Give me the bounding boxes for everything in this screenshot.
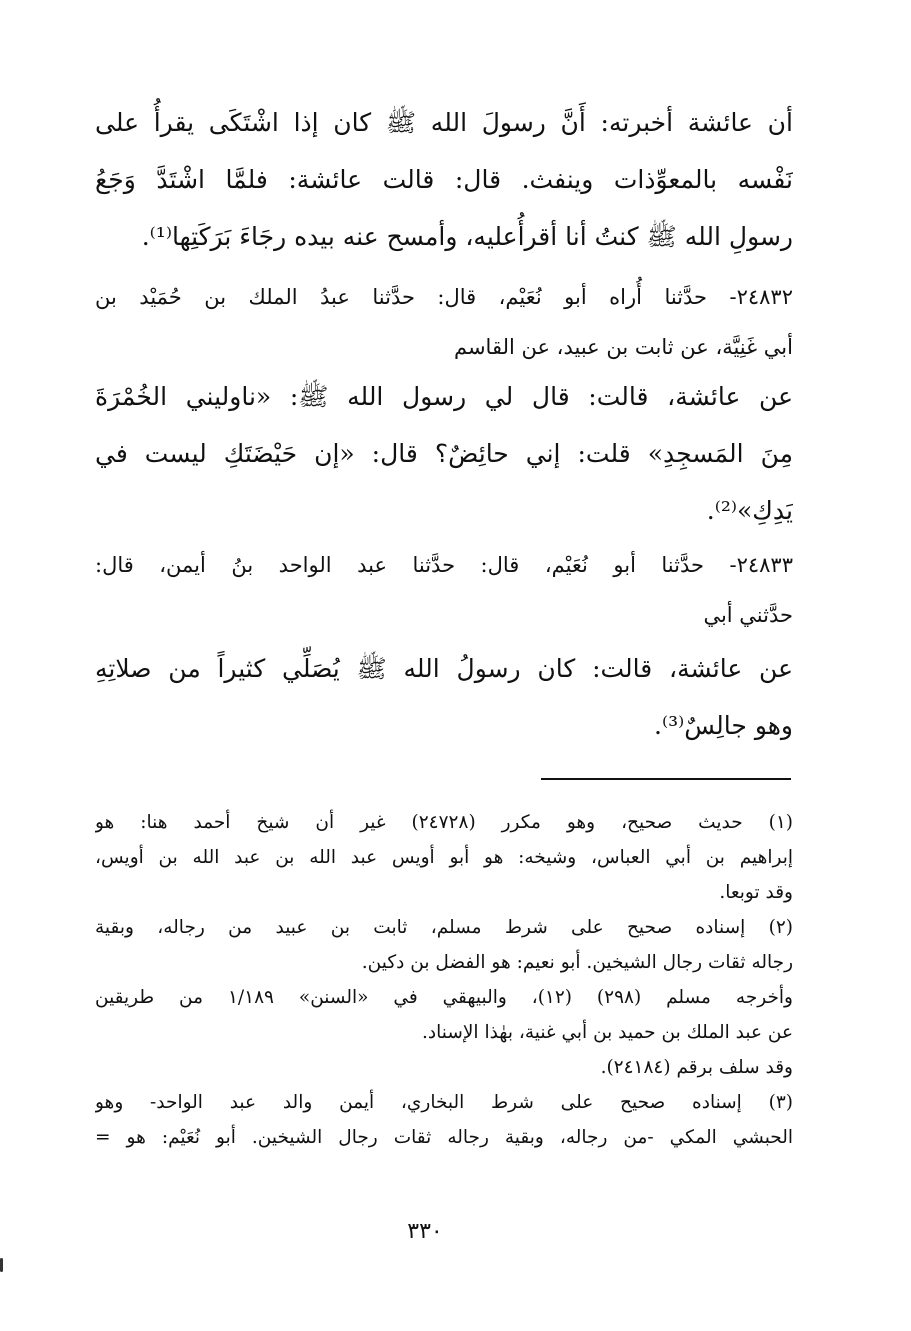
text-line: مِنَ المَسجِدِ» قلت: إني حائِضٌ؟ قال: «إن حَيْضَتَكِ ليست في xyxy=(95,439,793,468)
text-line: يَدِكِ»⁽²⁾. xyxy=(706,496,793,525)
text-line: عن عائشة، قالت: قال لي رسول الله ﷺ: «ناوليني الخُمْرَةَ xyxy=(95,382,793,411)
page-number: ٣٣٠ xyxy=(407,1219,443,1244)
footnote-line: (٢) إسناده صحيح على شرط مسلم، ثابت بن عبيد من رجاله، وبقية xyxy=(95,917,793,938)
footnote-line: (١) حديث صحيح، وهو مكرر (٢٤٧٢٨) غير أن شيخ أحمد هنا: هو xyxy=(95,812,793,833)
isnad-line: أبي غَنِيَّة، عن ثابت بن عبيد، عن القاسم xyxy=(453,335,793,359)
hadith-24832-isnad xyxy=(95,272,793,372)
scan-edge-mark xyxy=(0,1258,3,1272)
text-line: عن عائشة، قالت: كان رسولُ الله ﷺ يُصَلِّي كثيراً من صلاتِهِ xyxy=(95,654,793,683)
footnote-line: الحبشي المكي -من رجاله، وبقية رجاله ثقات رجال الشيخين. أبو نُعَيْم: هو = xyxy=(95,1127,793,1148)
hadith-24833-matn xyxy=(95,640,793,754)
footnotes xyxy=(95,805,793,1155)
text-line: رسولِ الله ﷺ كنتُ أنا أقرأُعليه، وأمسح عنه بيده رجَاءَ بَرَكَتِها⁽¹⁾. xyxy=(141,222,793,251)
text-line: أن عائشة أخبرته: أَنَّ رسولَ الله ﷺ كان إذا اشْتَكَى يقرأُ على xyxy=(95,108,793,137)
text-line: وهو جالِسٌ⁽³⁾. xyxy=(654,711,793,740)
footnote-separator xyxy=(541,778,791,780)
text-line: نَفْسه بالمعوِّذات وينفث. قال: قالت عائشة: فلمَّا اشْتَدَّ وَجَعُ xyxy=(95,165,793,194)
footnote-line: وقد سلف برقم (٢٤١٨٤). xyxy=(600,1057,793,1078)
footnote-line: إبراهيم بن أبي العباس، وشيخه: هو أبو أويس عبد الله بن عبد الله بن أويس، xyxy=(95,847,793,868)
isnad-line: حدَّثني أبي xyxy=(703,603,793,627)
isnad-line: ٢٤٨٣٣- حدَّثنا أبو نُعَيْم، قال: حدَّثنا عبد الواحد بنُ أيمن، قال: xyxy=(95,553,793,577)
footnote-line: عن عبد الملك بن حميد بن أبي غنية، بهٰذا الإسناد. xyxy=(422,1022,793,1043)
footnote-line: (٣) إسناده صحيح على شرط البخاري، أيمن والد عبد الواحد- وهو xyxy=(95,1092,793,1113)
footnote-line: وأخرجه مسلم (٢٩٨) (١٢)، والبيهقي في «السنن» ١/١٨٩ من طريقين xyxy=(95,987,793,1008)
footnote-line: وقد توبعا. xyxy=(719,882,793,903)
isnad-line: ٢٤٨٣٢- حدَّثنا أُراه أبو نُعَيْم، قال: حدَّثنا عبدُ الملك بن حُمَيْد بن xyxy=(95,285,793,309)
hadith-24833-isnad xyxy=(95,540,793,640)
footnote-line: رجاله ثقات رجال الشيخين. أبو نعيم: هو الفضل بن دكين. xyxy=(361,952,793,973)
hadith-text-continuation xyxy=(95,94,793,265)
hadith-24832-matn xyxy=(95,368,793,539)
